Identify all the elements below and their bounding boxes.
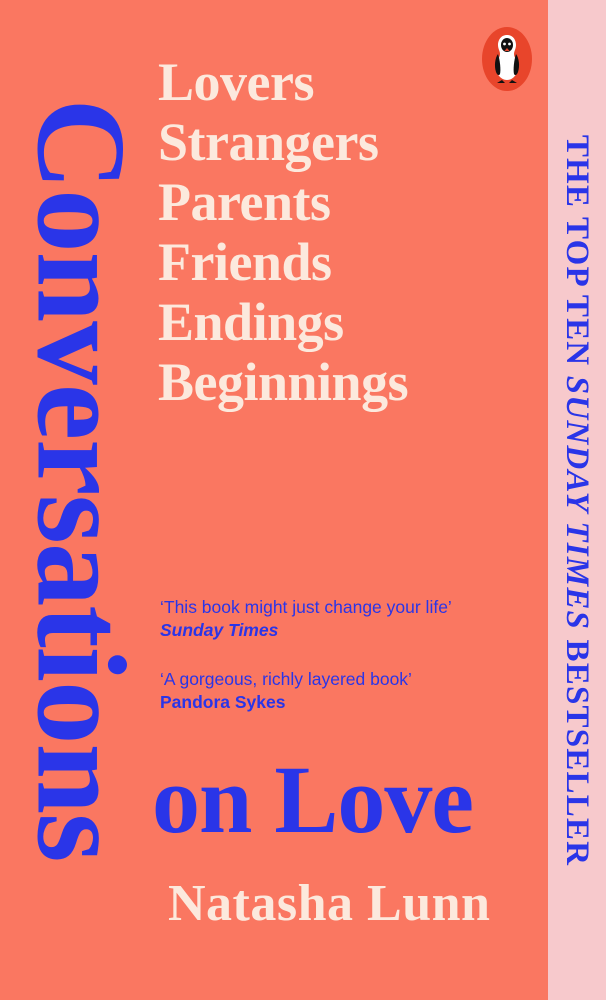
bestseller-band-text — [561, 134, 594, 865]
word-list-item: Beginnings — [158, 352, 409, 412]
quote-block — [160, 596, 490, 642]
band-suffix: BESTSELLER — [559, 629, 596, 866]
word-list-item: Endings — [158, 292, 344, 352]
quote-source: Pandora Sykes — [160, 692, 286, 712]
quote-source: Sunday Times — [160, 620, 279, 640]
word-list-item: Strangers — [158, 112, 379, 172]
quote-block — [160, 668, 490, 714]
word-list-item: Lovers — [158, 52, 314, 112]
word-list-item: Parents — [158, 172, 331, 232]
quote-text: ‘This book might just change your life’ — [160, 597, 452, 617]
word-list-item: Friends — [158, 232, 332, 292]
band-prefix: THE TOP TEN — [559, 134, 596, 376]
review-quotes — [160, 596, 490, 740]
vertical-title — [0, 0, 160, 960]
author-name: Natasha Lunn — [168, 875, 491, 932]
quote-text: ‘A gorgeous, richly layered book’ — [160, 669, 412, 689]
band-emphasis: SUNDAY TIMES — [559, 375, 596, 630]
title-bottom: on Love — [152, 746, 474, 853]
word-list — [158, 52, 508, 412]
bestseller-band — [548, 0, 606, 1000]
vertical-title-text: Conversations — [10, 98, 151, 862]
